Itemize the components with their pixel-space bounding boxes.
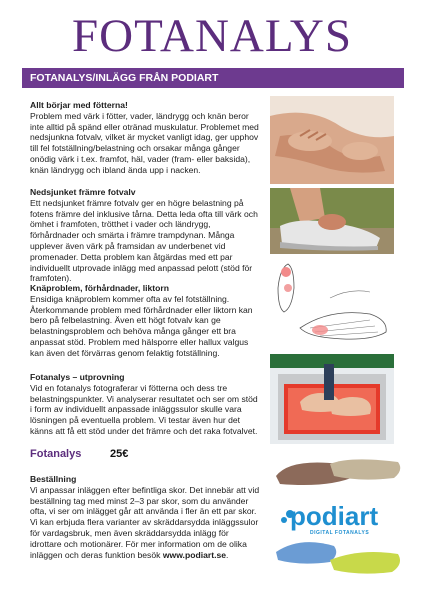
section-banner: FOTANALYS/INLÄGG FRÅN PODIART — [22, 68, 404, 88]
price-label: Fotanalys — [30, 448, 82, 460]
ordering-end: . — [226, 549, 229, 560]
section-body: Vid en fotanalys fotograferar vi fötterna och dess tre belastningspunkter. Vi analyserar resultatet och ser om stöd i form av individuellt anpassade inläggssulor skulle vara lösningen på eventuella problem. Vi testar även hur det känns att få ett stöd under det främre och det raka fotvalvet. — [30, 382, 258, 436]
price-row — [30, 448, 260, 462]
section-analysis — [30, 372, 260, 437]
podiart-logo — [290, 502, 400, 540]
foot-bones-illustration — [270, 258, 394, 348]
section-heading: Nedsjunket främre fotvalv — [30, 187, 136, 197]
page-title: FOTANALYS — [72, 10, 352, 62]
section-heading: Fotanalys – utprovning — [30, 372, 125, 382]
website-link[interactable]: www.podiart.se — [162, 549, 227, 560]
section-body: Ett nedsjunket främre fotvalv ger en högre belastning på fotens främre del inklusive tårna. Detta leda ofta till värk och ömhet i framfoten, trötthet i vader och ländrygg, förhårdnader och smärta i främre trampdynan. Många upplever även värk på framsidan av underbenet vid promenader. Detta problem kan åtgärdas med ett par individuellt utprovade inlägg med anpassad pelott (stöd för framfoten). — [30, 197, 258, 284]
price-value: 25€ — [110, 448, 129, 460]
ordering-text: Vi anpassar inläggen efter befintliga skor. Det innebär att vid beställning tag med minst 2–3 par skor, som du använder ofta, vi ser om inlägget går att använda i fler än ett par skor. Vi kan erbjuda flera varianter av skräddarsydda inläggssulor för vardagsbruk, men även skräddarsydda inlägg för idrottare och motionärer. För mer information om de olika inläggen och deras funktion besök — [30, 484, 260, 560]
section-heading: Allt börjar med fötterna! — [30, 100, 128, 110]
section-body: Ensidiga knäproblem kommer ofta av fel fotställning. Återkommande problem med förhårdnader eller liktorn kan bero på felbelastning. Även ett högt fotvalv kan ge belastningsproblem och behöva många gånger ett bra anpassat stöd. Problem med hälsporre eller hallux valgus kan även det förvärras genom felaktig fotställning. — [30, 293, 253, 358]
foot-scanner-photo — [270, 354, 394, 444]
logo-wordmark: podiart — [290, 501, 379, 531]
section-intro — [30, 100, 260, 176]
foot-pain-photo — [270, 96, 394, 184]
section-heading: Knäproblem, förhårdnader, liktorn — [30, 283, 169, 293]
section-ordering — [30, 474, 260, 560]
section-body: Problem med värk i fötter, vader, ländrygg och knän beror inte alltid på spänd eller otränad muskulatur. Problemet med nedsjunkna fotvalv, vilket är mycket vanligt idag, ger upphov till fel fotställning/belastning och orsakar många gånger onödig värk i t.ex. framfot, häl, vader (fram- eller baksida), knän ländrygg och ibland ända upp i nacken. — [30, 110, 259, 175]
section-knee — [30, 283, 260, 359]
logo-tagline: DIGITAL FOTANALYS — [310, 530, 370, 536]
section-front-arch — [30, 187, 260, 284]
section-body — [30, 485, 260, 561]
section-heading: Beställning — [30, 474, 77, 484]
heel-pain-photo — [270, 188, 394, 254]
